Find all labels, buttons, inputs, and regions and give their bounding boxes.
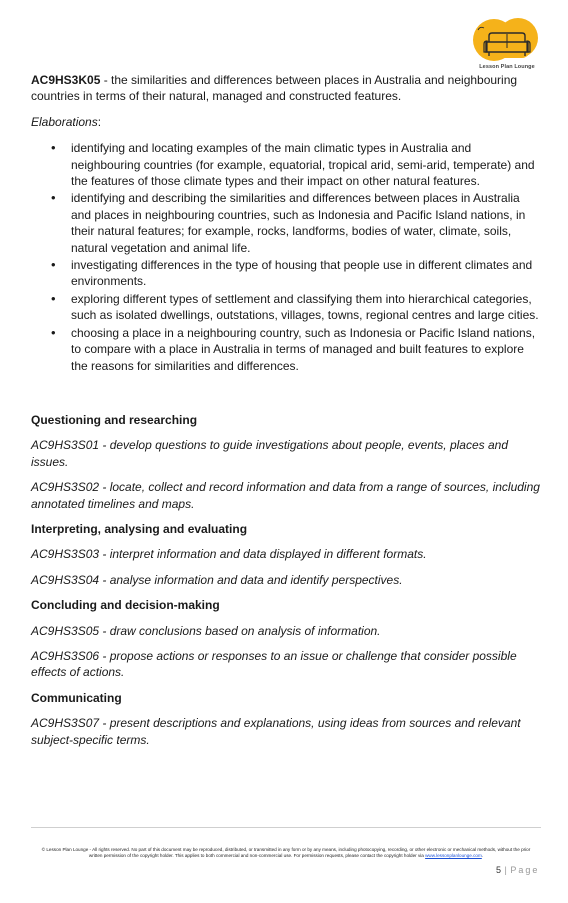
footer-copyright: © Lesson Plan Lounge - All rights reserved. No part of this document may be reproduced, distributed, or transmitted in any form or by any means, including photocopying, recording, or other electronic or mechanical methods, without the prior written permission of the copyright holder. This applies to both commercial and non-commercial use. For permission requests, please contact the copyright holder via www.lessonplanlounge.com. xyxy=(41,847,531,858)
list-item: • choosing a place in a neighbouring country, such as Indonesia or Pacific Island nations, to compare with a place in Australia in terms of managed and built features to explore the reasons for similarities and differences. xyxy=(71,325,541,374)
section-spacer xyxy=(31,375,541,403)
document-body xyxy=(31,72,541,748)
skill-heading-communicating: Communicating xyxy=(31,690,122,705)
footer-website-link[interactable]: www.lessonplanlounge.com xyxy=(425,853,482,858)
skill-heading-concluding: Concluding and decision-making xyxy=(31,598,220,613)
skill-item: AC9HS3S07 - present descriptions and explanations, using ideas from sources and relevant subject-specific terms. xyxy=(31,716,521,747)
page-number: 5 | Page xyxy=(496,865,540,875)
content-descriptor-text: - the similarities and differences between places in Australia and neighbouring countries in terms of their natural, managed and constructed features. xyxy=(31,73,518,104)
content-descriptor-code: AC9HS3K05 xyxy=(31,73,101,87)
skill-heading-questioning: Questioning and researching xyxy=(31,412,198,427)
content-descriptor xyxy=(31,72,541,105)
logo-text: Lesson Plan Lounge xyxy=(479,64,535,70)
skill-heading-interpreting: Interpreting, analysing and evaluating xyxy=(31,521,248,536)
list-item: • investigating differences in the type of housing that people use in different climates and environments. xyxy=(71,257,541,290)
skill-item: AC9HS3S01 - develop questions to guide investigations about people, events, places and issues. xyxy=(31,438,508,469)
list-item: • identifying and describing the similarities and differences between places in Australia and places in neighbouring countries, such as Indonesia and Pacific Island nations, in their natural features; for example, rocks, landforms, bodies of water, climate, soils, natural vegetation and animal life. xyxy=(71,190,541,256)
skill-item: AC9HS3S03 - interpret information and data displayed in different formats. xyxy=(31,547,427,562)
list-item: • identifying and locating examples of the main climatic types in Australia and neighbouring countries (for example, equatorial, tropical arid, semi-arid, temperate) and the features of those climate types and their impact on other natural features. xyxy=(71,140,541,189)
skill-item: AC9HS3S04 - analyse information and data and identify perspectives. xyxy=(31,572,403,587)
skill-item: AC9HS3S02 - locate, collect and record information and data from a range of sources, including annotated timelines and maps. xyxy=(31,480,540,511)
elaborations-label: Elaborations: xyxy=(31,114,102,129)
list-item: • exploring different types of settlement and classifying them into hierarchical categories, such as isolated dwellings, outstations, villages, towns, regional centres and large cities. xyxy=(71,291,541,324)
lesson-plan-lounge-logo xyxy=(472,18,542,74)
skill-item: AC9HS3S06 - propose actions or responses to an issue or challenge that consider possible effects of actions. xyxy=(31,648,517,680)
footer-divider xyxy=(31,827,541,828)
skill-item: AC9HS3S05 - draw conclusions based on analysis of information. xyxy=(31,623,381,638)
elaborations-list xyxy=(31,140,541,374)
sofa-logo-icon xyxy=(472,18,542,66)
